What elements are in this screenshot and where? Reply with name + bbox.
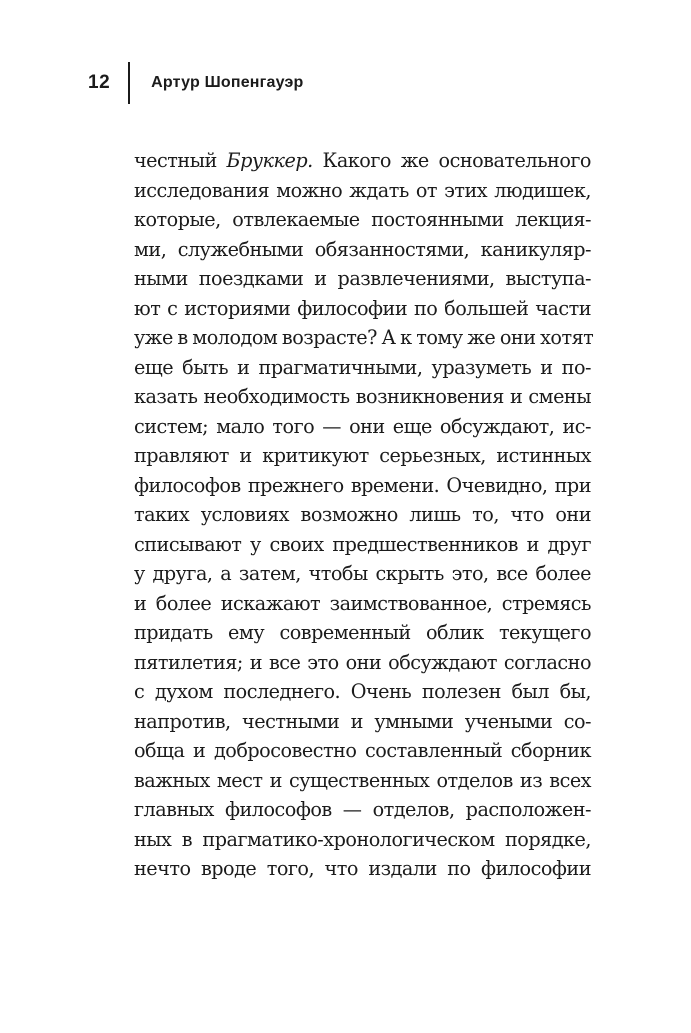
text-line: исследования можно ждать от этих людишек, [134,178,591,202]
page-number: 12 [88,72,111,93]
text-line: уже в молодом возрасте? А к тому же они хотят [134,326,594,349]
text-fragment: Какого же основательного [312,149,591,172]
text-line: пятилетия; и все это они обсуждают согласно [134,650,591,674]
text-line: которые, отвлекаемые постоянными лекция- [134,208,591,231]
body-text [134,146,594,884]
text-line: списывают у своих предшественников и друг [134,532,591,556]
text-fragment: честный [134,149,227,172]
italic-name: Бруккер. [226,149,313,172]
text-line: философов прежнего времени. Очевидно, при [134,473,591,497]
text-line: придать ему современный облик текущего [134,621,591,644]
header-divider [128,62,130,104]
text-line [134,146,591,176]
text-line: систем; мало того — они еще обсуждают, ис- [134,414,591,438]
text-line: казать необходимость возникновения и смены [134,385,591,408]
text-line: ными поездками и развлечениями, выступа- [134,267,591,290]
text-line: ют с историями философии по большей части [134,296,591,320]
text-line: у друга, а затем, чтобы скрыть это, все более [134,562,591,585]
text-line: важных мест и существенных отделов из всех [134,768,591,792]
text-line: обща и добросовестно составленный сборник [134,739,591,762]
running-head [88,62,304,104]
text-line: еще быть и прагматичными, уразуметь и по- [134,355,591,379]
text-line: напротив, честными и умными учеными со- [134,709,591,733]
text-line: таких условиях возможно лишь то, что они [134,503,591,526]
text-line: нечто вроде того, что издали по философии [134,857,591,880]
text-line: ми, служебными обязанностями, каникуляр- [134,237,591,261]
text-line: ных в прагматико-хронологическом порядке, [134,827,591,851]
text-line: главных философов — отделов, расположен- [134,798,591,821]
text-line: и более искажают заимствованное, стремясь [134,591,591,615]
running-head-author: Артур Шопенгауэр [151,74,304,91]
text-line: с духом последнего. Очень полезен был бы, [134,680,591,703]
text-line: правляют и критикуют серьезных, истинных [134,444,591,467]
